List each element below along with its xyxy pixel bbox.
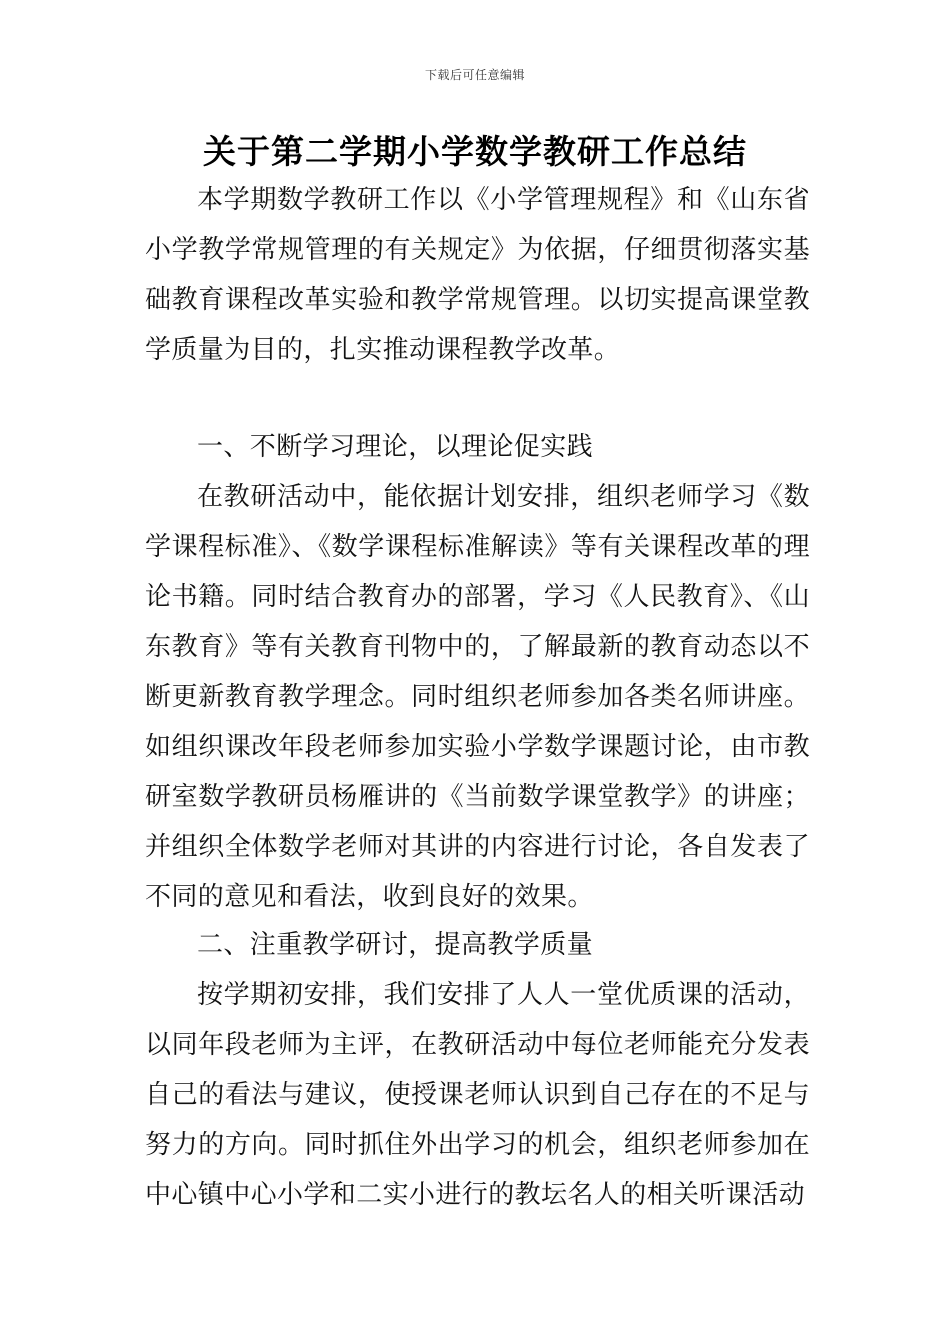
section-2-heading-block (145, 920, 810, 970)
intro-paragraph: 本学期数学教研工作以《小学管理规程》和《山东省小学教学常规管理的有关规定》为依据，仔细贯彻落实基础教育课程改革实验和教学常规管理。以切实提高课堂教学质量为目的，扎实推动课程教学改革。 (145, 185, 810, 365)
section-1-heading-block (145, 422, 810, 472)
intro-paragraph-block (145, 175, 810, 375)
section-1-paragraph: 在教研活动中，能依据计划安排，组织老师学习《数学课程标准》、《数学课程标准解读》等有关课程改革的理论书籍。同时结合教育办的部署，学习《人民教育》、《山东教育》等有关教育刊物中的，了解最新的教育动态以不断更新教育教学理念。同时组织老师参加各类名师讲座。如组织课改年段老师参加实验小学数学课题讨论，由市教研室数学教研员杨雁讲的《当前数学课堂教学》的讲座；并组织全体数学老师对其讲的内容进行讨论，各自发表了不同的意见和看法，收到良好的效果。 (145, 482, 810, 912)
section-2-paragraph-block (145, 970, 810, 1220)
document-title: 关于第二学期小学数学教研工作总结 (203, 132, 747, 171)
section-2-paragraph: 按学期初安排，我们安排了人人一堂优质课的活动，以同年段老师为主评，在教研活动中每位老师能充分发表自己的看法与建议，使授课老师认识到自己存在的不足与努力的方向。同时抓住外出学习的机会，组织老师参加在中心镇中心小学和二实小进行的教坛名人的相关听课活动 (145, 980, 810, 1210)
section-1-heading: 一、不断学习理论，以理论促实践 (197, 432, 594, 462)
header-note: 下载后可任意编辑 (424, 68, 525, 82)
section-2-heading: 二、注重教学研讨，提高教学质量 (197, 930, 594, 960)
section-1-paragraph-block (145, 472, 810, 922)
